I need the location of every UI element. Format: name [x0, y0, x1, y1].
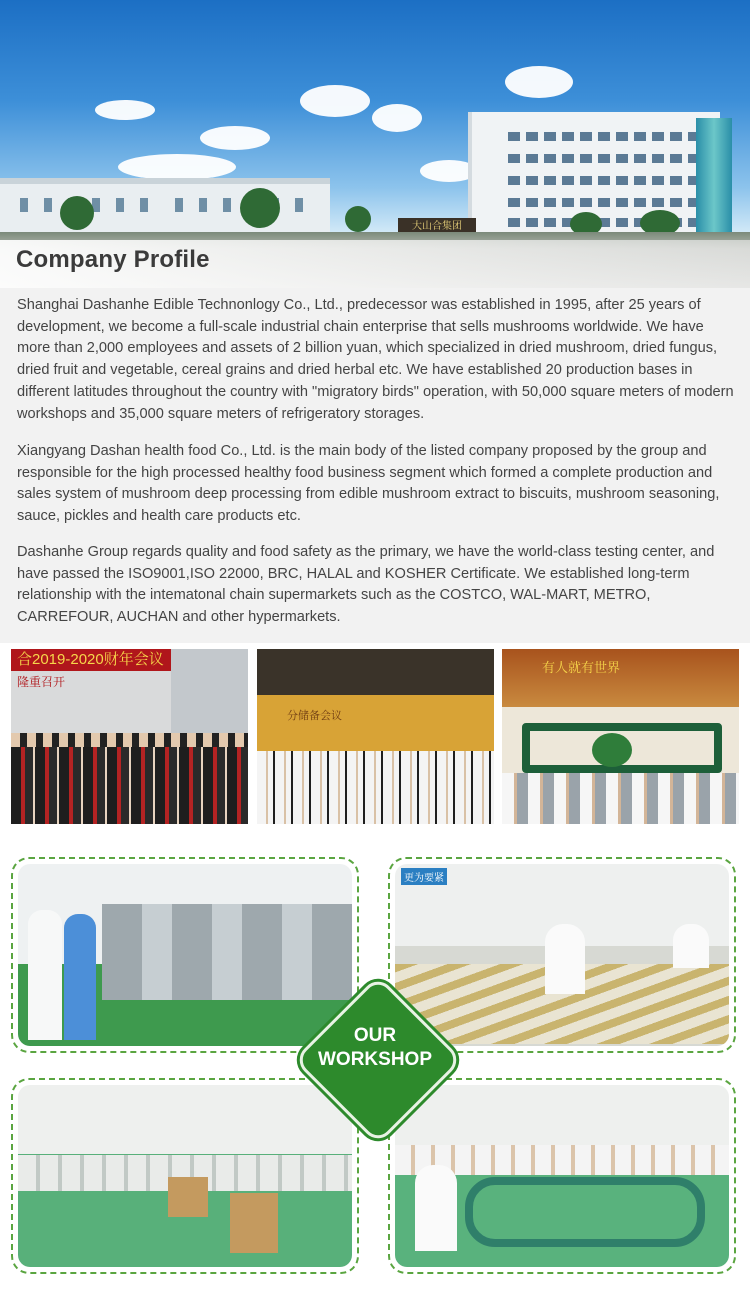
cloud	[200, 126, 270, 150]
cardboard-box	[168, 1177, 208, 1217]
cloud	[372, 104, 422, 132]
meeting-photo-3	[502, 649, 739, 824]
worker-figure	[545, 924, 585, 994]
worker-figure	[415, 1165, 457, 1251]
meeting-photo-1	[11, 649, 248, 824]
seated-attendees	[502, 773, 739, 824]
company-gate-sign: 大山合集团	[398, 218, 476, 236]
group-of-people	[257, 751, 494, 824]
profile-text-panel	[0, 288, 750, 643]
hero-banner	[0, 0, 750, 288]
workshop-photo-3	[11, 1078, 359, 1274]
tree	[60, 196, 94, 230]
page-title: Company Profile	[16, 246, 210, 273]
cloud	[118, 154, 236, 180]
worker-figure	[673, 924, 709, 968]
group-of-people	[11, 745, 248, 824]
profile-paragraph-1: Shanghai Dashanhe Edible Technonlogy Co., Ltd., predecessor was established in 1995, after 25 years of development, we become a full-scale industrial chain enterprise that sells mushrooms worldwide. We have more than 2,000 employees and assets of 2 billion yuan, which specialized in dried mushroom, dried fungus, dried fruit and vegetable, cereal grains and dried herbal etc. We have established 20 production bases in different latitudes throughout the country with "migratory birds" operation, with 50,000 square meters of modern workshops and 35,000 square meters of refrigeratory storages.	[17, 297, 734, 422]
photo-banner-sub: 隆重召开	[17, 675, 66, 689]
workshop-badge-text	[300, 1024, 450, 1072]
tree	[345, 206, 371, 232]
cloud	[95, 100, 155, 120]
photo-banner: 合2019-2020财年会议	[11, 649, 171, 671]
worker-figure	[64, 914, 96, 1040]
cloud	[505, 66, 573, 98]
profile-paragraph-2: Xiangyang Dashan health food Co., Ltd. is the main body of the listed company proposed by the group and responsible for the high processed healthy food business segment which formed a complete production and sales system of mushroom deep processing from edible mushroom extract to biscuits, mushroom seasoning, sauce, pickles and health care products etc.	[17, 443, 720, 525]
workshop-photo-4	[388, 1078, 736, 1274]
tree	[240, 188, 280, 228]
photo-banner: 有人就有世界	[542, 660, 621, 675]
photo-banner: 分储备会议	[287, 710, 342, 722]
worker-figure	[28, 910, 62, 1040]
profile-paragraph-3: Dashanhe Group regards quality and food safety as the primary, we have the world-class testing center, and have passed the ISO9001,ISO 22000, BRC, HALAL and KOSHER Certificate. We established long-term relationship with the intematonal chain supermarkets such as the COSTCO, WAL-MART, METRO, CARREFOUR, AUCHAN and other hypermarkets.	[17, 544, 715, 626]
workshop-badge-line2: WORKSHOP	[318, 1049, 432, 1070]
cardboard-box	[230, 1193, 278, 1253]
glass-tower	[696, 118, 732, 244]
cloud	[300, 85, 370, 117]
conveyor-belt	[465, 1177, 705, 1247]
workshop-badge-line1: OUR	[353, 1025, 397, 1046]
wall-sign: 更为要紧	[401, 868, 447, 885]
meeting-photo-2	[257, 649, 494, 824]
